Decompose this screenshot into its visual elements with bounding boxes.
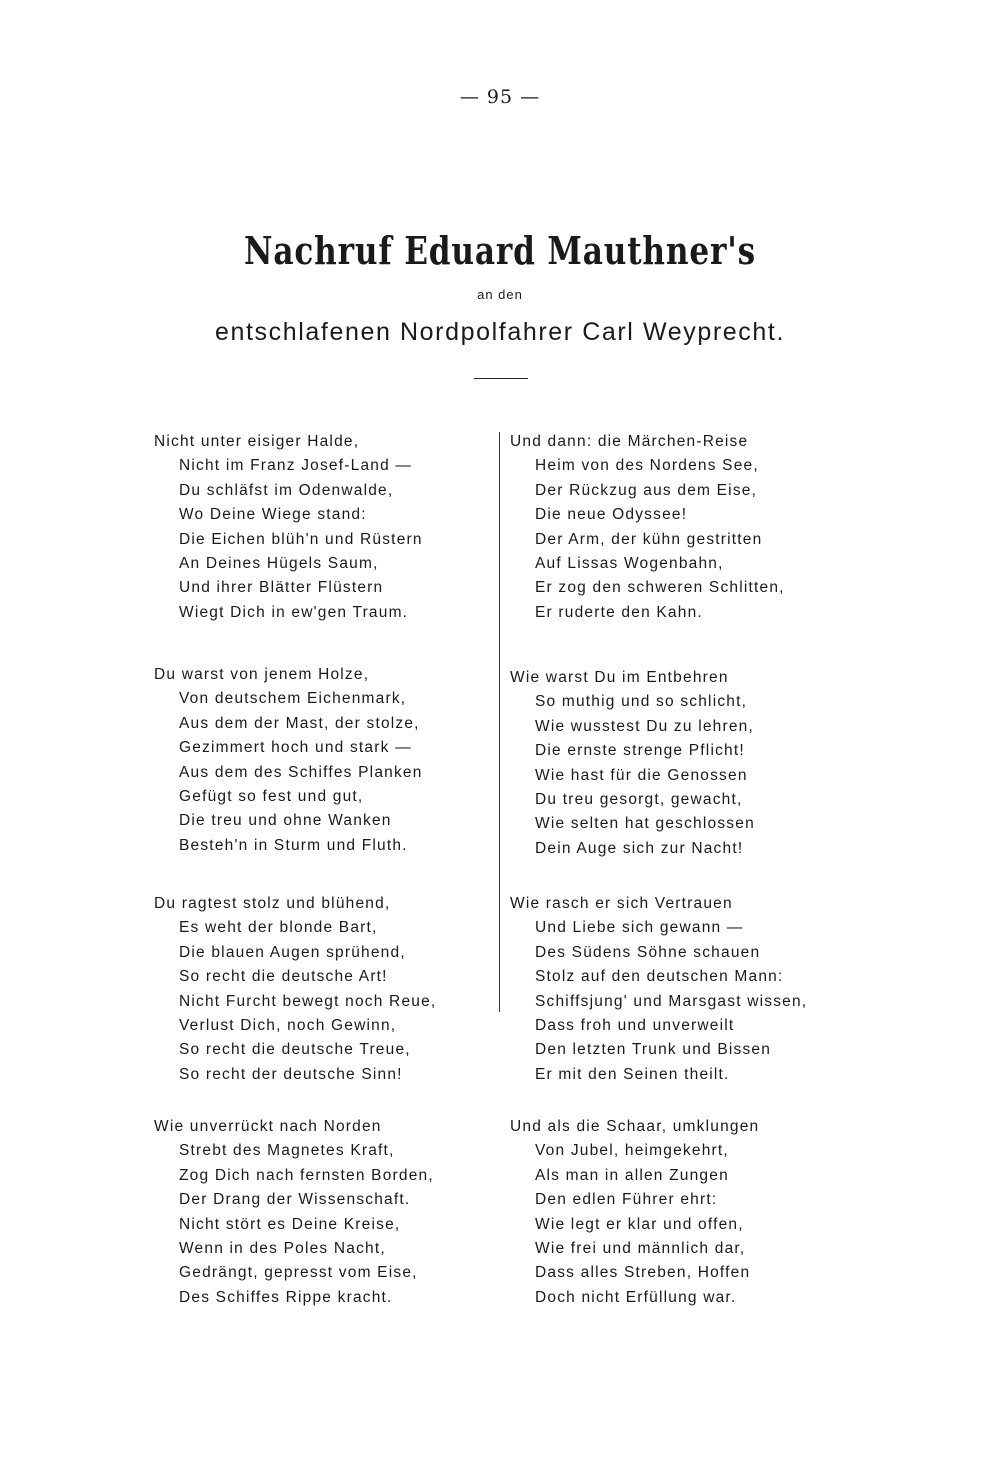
verse-line: Dass froh und unverweilt [535, 1016, 735, 1034]
column-divider [499, 432, 500, 1012]
verse-line: Wie hast für die Genossen [535, 766, 748, 784]
verse-line: Du ragtest stolz und blühend, [154, 895, 391, 912]
stanza [154, 663, 494, 858]
stanza [154, 430, 494, 625]
verse-line: Wiegt Dich in ew'gen Traum. [179, 603, 409, 621]
verse-line: So muthig und so schlicht, [535, 693, 748, 711]
stanza [510, 430, 850, 625]
verse-line: Doch nicht Erfüllung war. [535, 1288, 737, 1306]
verse-line: Dein Auge sich zur Nacht! [535, 839, 744, 857]
page-number: — 95 — [459, 86, 541, 108]
title-rule [474, 378, 528, 379]
verse-line: So recht der deutsche Sinn! [179, 1065, 403, 1083]
verse-line: Den letzten Trunk und Bissen [535, 1041, 772, 1059]
stanza [510, 892, 850, 1087]
verse-line: Nicht stört es Deine Kreise, [179, 1215, 401, 1233]
verse-line: Auf Lissas Wogenbahn, [535, 554, 724, 572]
verse-line: Wie legt er klar und offen, [535, 1215, 744, 1233]
verse-line: Die treu und ohne Wanken [179, 812, 392, 830]
stanza [154, 892, 494, 1087]
verse-line: Besteh'n in Sturm und Fluth. [179, 836, 408, 854]
verse-line: Wie rasch er sich Vertrauen [510, 895, 733, 912]
verse-line: Gefügt so fest und gut, [179, 787, 364, 805]
verse-line: Aus dem des Schiffes Planken [179, 763, 423, 781]
verse-line: Der Rückzug aus dem Eise, [535, 481, 758, 499]
verse-line: Heim von des Nordens See, [535, 457, 759, 475]
verse-line: Als man in allen Zungen [535, 1166, 729, 1184]
verse-line: Du treu gesorgt, gewacht, [535, 790, 743, 808]
verse-line: Wie warst Du im Entbehren [510, 669, 729, 686]
verse-line: Von Jubel, heimgekehrt, [535, 1142, 729, 1160]
verse-line: Wie wusstest Du zu lehren, [535, 717, 754, 735]
verse-line: Aus dem der Mast, der stolze, [179, 714, 420, 732]
verse-line: Die ernste strenge Pflicht! [535, 742, 745, 760]
stanza [154, 1115, 494, 1310]
verse-line: Stolz auf den deutschen Mann: [535, 968, 784, 986]
verse-line: Gezimmert hoch und stark — [179, 739, 412, 757]
verse-line: Die blauen Augen sprühend, [179, 943, 406, 961]
stanza [510, 666, 850, 861]
verse-line: Er zog den schweren Schlitten, [535, 579, 785, 597]
verse-line: Die Eichen blüh'n und Rüstern [179, 530, 423, 548]
verse-line: Verlust Dich, noch Gewinn, [179, 1016, 397, 1034]
verse-line: Und Liebe sich gewann — [535, 919, 744, 937]
verse-line: Die neue Odyssee! [535, 506, 688, 524]
verse-line: Nicht unter eisiger Halde, [154, 433, 360, 450]
verse-line: Dass alles Streben, Hoffen [535, 1264, 751, 1282]
verse-line: Du schläfst im Odenwalde, [179, 481, 394, 499]
verse-line: Wenn in des Poles Nacht, [179, 1239, 386, 1257]
verse-line: Von deutschem Eichenmark, [179, 690, 407, 708]
verse-line: Es weht der blonde Bart, [179, 919, 378, 937]
verse-line: Er mit den Seinen theilt. [535, 1065, 730, 1083]
verse-line: Und ihrer Blätter Flüstern [179, 579, 384, 597]
verse-line: Schiffsjung' und Marsgast wissen, [535, 992, 808, 1010]
verse-line: Wo Deine Wiege stand: [179, 506, 367, 524]
verse-line: Nicht Furcht bewegt noch Reue, [179, 992, 437, 1010]
verse-line: Den edlen Führer ehrt: [535, 1191, 718, 1209]
stanza [510, 1115, 850, 1310]
verse-line: Gedrängt, gepresst vom Eise, [179, 1264, 418, 1282]
verse-line: Des Schiffes Rippe kracht. [179, 1288, 393, 1306]
verse-line: Wie selten hat geschlossen [535, 815, 755, 833]
verse-line: Du warst von jenem Holze, [154, 666, 370, 683]
verse-line: Der Drang der Wissenschaft. [179, 1191, 411, 1209]
verse-line: Zog Dich nach fernsten Borden, [179, 1166, 434, 1184]
verse-line: Des Südens Söhne schauen [535, 943, 761, 961]
verse-line: Er ruderte den Kahn. [535, 603, 703, 621]
verse-line: Nicht im Franz Josef-Land — [179, 457, 413, 475]
verse-line: Strebt des Magnetes Kraft, [179, 1142, 395, 1160]
subtitle-dedication-prefix: an den [477, 287, 523, 302]
poem-title: Nachruf Eduard Mauthner's [244, 228, 756, 273]
subtitle-dedication: entschlafenen Nordpolfahrer Carl Weyprecht. [215, 318, 785, 346]
verse-line: An Deines Hügels Saum, [179, 554, 379, 572]
verse-line: Wie unverrückt nach Norden [154, 1118, 382, 1135]
verse-line: So recht die deutsche Art! [179, 968, 388, 986]
verse-line: Und dann: die Märchen-Reise [510, 433, 749, 450]
verse-line: Wie frei und männlich dar, [535, 1239, 746, 1257]
verse-line: Und als die Schaar, umklungen [510, 1118, 760, 1135]
verse-line: Der Arm, der kühn gestritten [535, 530, 763, 548]
verse-line: So recht die deutsche Treue, [179, 1041, 411, 1059]
